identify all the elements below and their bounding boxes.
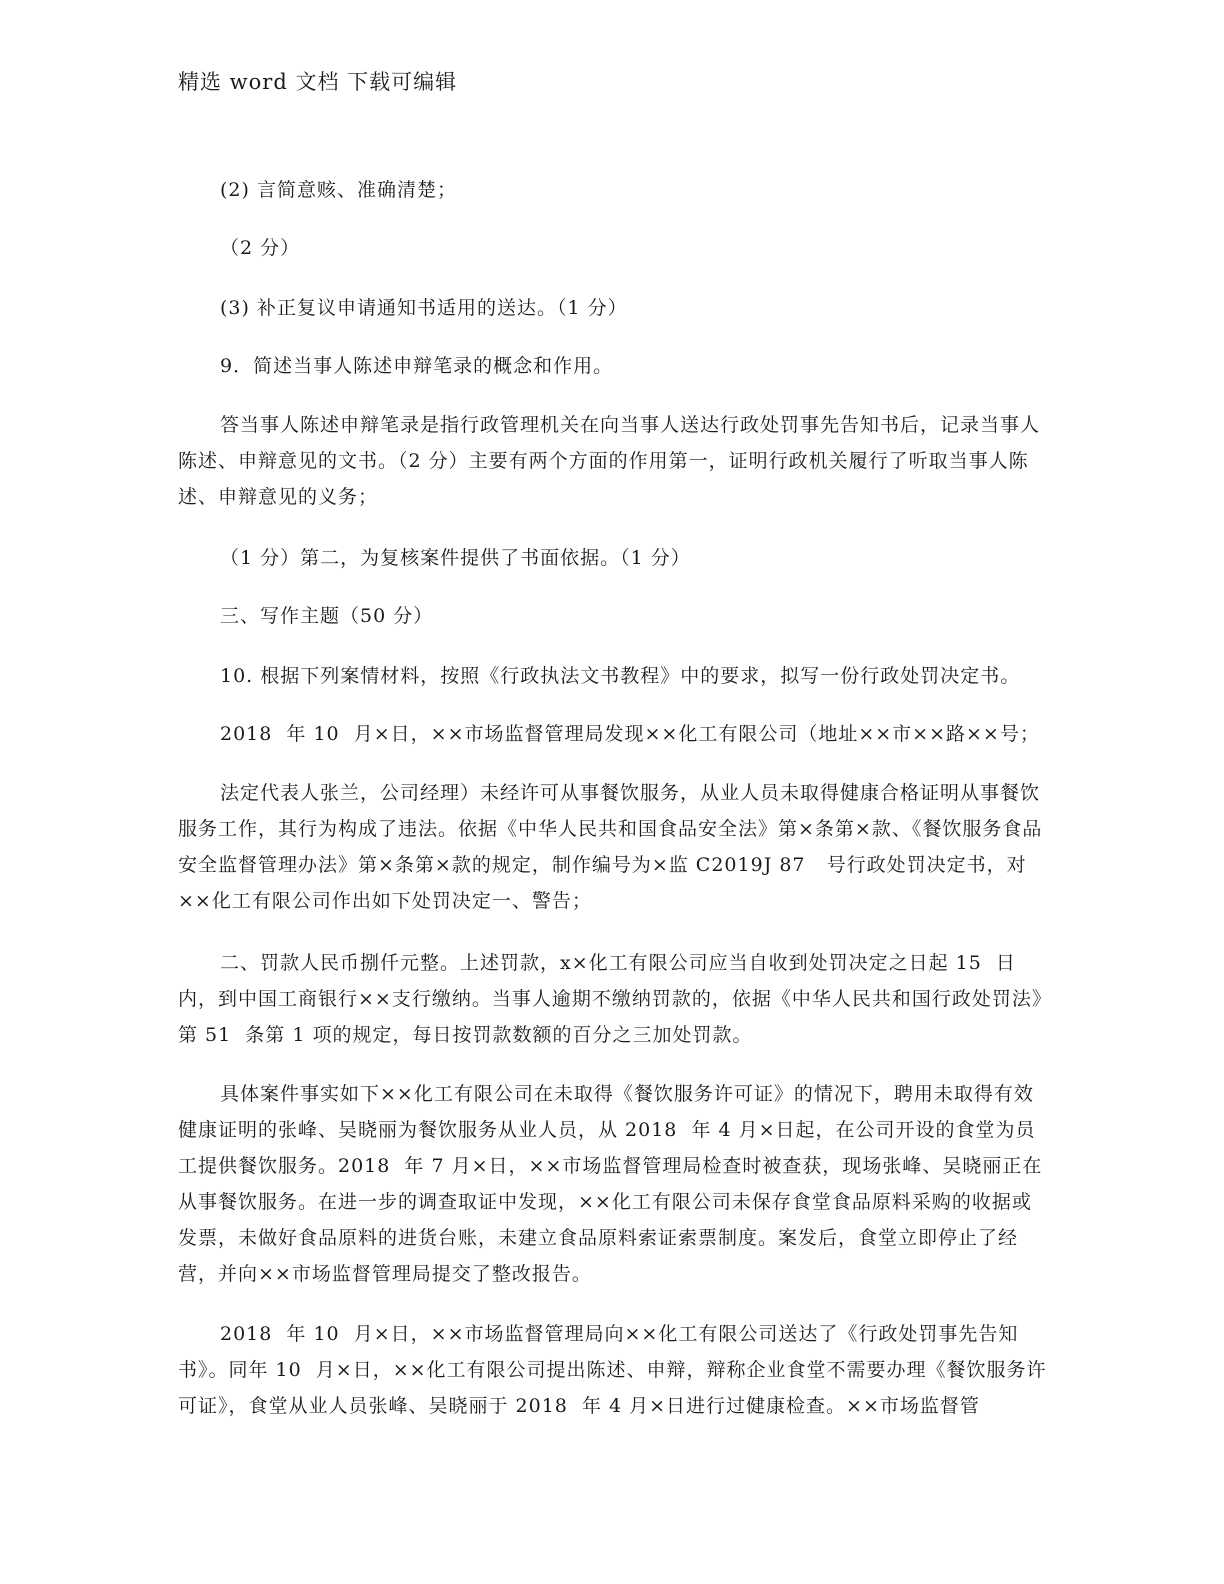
paragraph-item-2: (2) 言简意赅、准确清楚； (220, 179, 457, 201)
paragraph-item-3: (3) 补正复议申请通知书适用的送达。（1 分） (220, 297, 628, 319)
paragraph-score-2: （1 分）第二，为复核案件提供了书面依据。（1 分） (220, 547, 691, 569)
case-penalty-fine: 二、罚款人民币捌仟元整。上述罚款，x×化工有限公司应当自收到处罚决定之日起 15 日内，到中国工商银行××支行缴纳。当事人逾期不缴纳罚款的，依据《中华人民共和国行政处罚法》第 51 条第 1 项的规定，每日按罚款数额的百分之三加处罚款。 (178, 952, 1043, 1046)
question-10: 10. 根据下列案情材料，按照《行政执法文书教程》中的要求，拟写一份行政处罚决定书。 (220, 665, 1021, 687)
case-intro: 2018 年 10 月×日，××市场监督管理局发现××化工有限公司（地址××市××路××号； (220, 723, 1040, 745)
section-heading-writing: 三、写作主题（50 分） (220, 605, 434, 627)
case-facts: 具体案件事实如下××化工有限公司在未取得《餐饮服务许可证》的情况下，聘用未取得有效健康证明的张峰、吴晓丽为餐饮服务从业人员，从 2018 年 4 月×日起，在公司开设的食堂为员工提供餐饮服务。2018 年 7 月×日，××市场监督管理局检查时被查获，现场张峰、吴晓丽正在从事餐饮服务。在进一步的调查取证中发现，××化工有限公司未保存食堂食品原料采购的收据或发票，未做好食品原料的进货台账，未建立食品原料索证索票制度。案发后，食堂立即停止了经营，并向××市场监督管理局提交了整改报告。 (178, 1083, 1043, 1285)
question-9: 9．简述当事人陈述申辩笔录的概念和作用。 (220, 355, 614, 377)
answer-9: 答当事人陈述申辩笔录是指行政管理机关在向当事人送达行政处罚事先告知书后，记录当事人陈述、申辩意见的文书。（2 分）主要有两个方面的作用第一，证明行政机关履行了听取当事人陈述、申辩意见的义务； (178, 414, 1041, 508)
case-procedure: 2018 年 10 月×日，××市场监督管理局向××化工有限公司送达了《行政处罚事先告知书》。同年 10 月×日，××化工有限公司提出陈述、申辩，辩称企业食堂不需要办理《餐饮服务许可证》，食堂从业人员张峰、吴晓丽于 2018 年 4 月×日进行过健康检查。××市场监督管 (178, 1323, 1047, 1417)
paragraph-score-1: （2 分） (220, 237, 301, 259)
page-header: 精选 word 文档 下载可编辑 (178, 70, 458, 94)
case-legal-representative: 法定代表人张兰，公司经理）未经许可从事餐饮服务，从业人员未取得健康合格证明从事餐饮服务工作，其行为构成了违法。依据《中华人民共和国食品安全法》第×条第×款、《餐饮服务食品安全监督管理办法》第×条第×款的规定，制作编号为×监 C2019J 87 号行政处罚决定书，对××化工有限公司作出如下处罚决定一、警告； (178, 782, 1043, 912)
